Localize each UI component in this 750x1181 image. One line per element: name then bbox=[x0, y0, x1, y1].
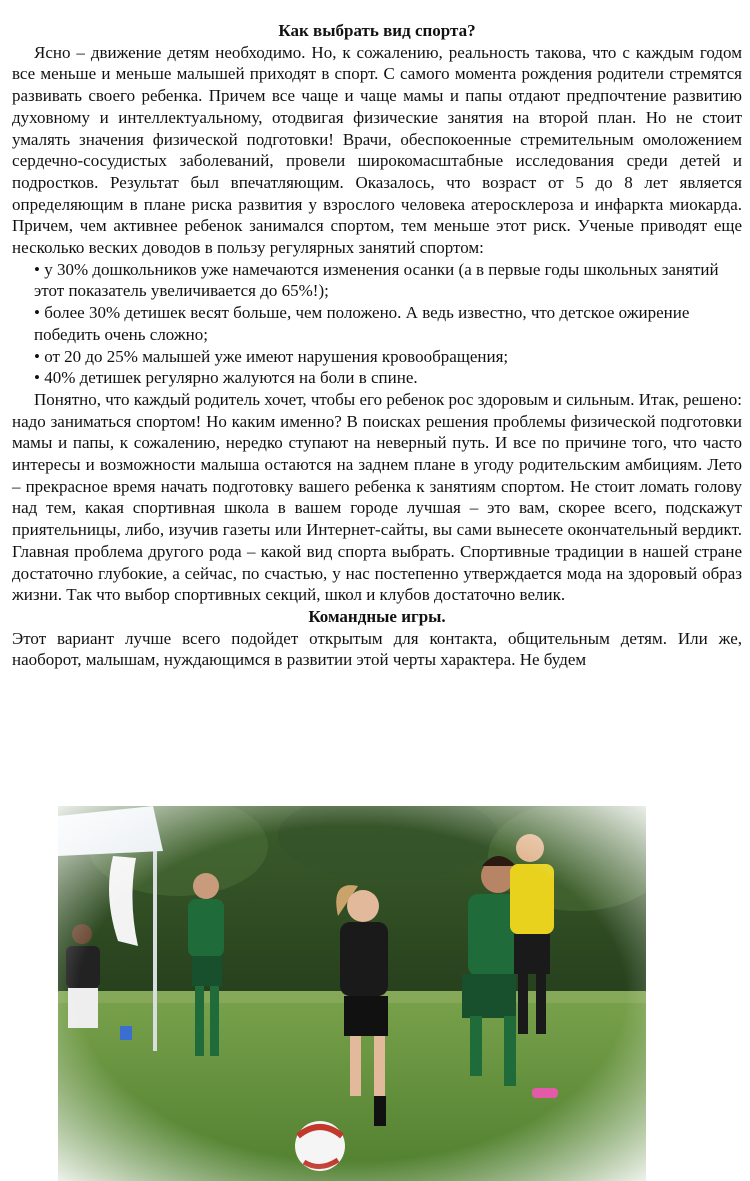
bullet-weight-cont: победить очень сложно; bbox=[34, 324, 208, 344]
intro-paragraph: Ясно – движение детям необходимо. Но, к сожалению, реальность такова, что с каждым годом все меньше и меньше малышей приходят в спорт. С самого момента рождения родители стремятся развивать своего ребенка. Причем все чаще и чаще мамы и папы отдают предпочтение развитию духовному и интеллектуальному, отодвигая физические занятия на второй план. Но не стоит умалять значения физической подготовки! Врачи, обеспокоенные стремительным омоложением сердечно-сосудистых заболеваний, провели широкомасштабные исследования среди детей и подростков. Результат был впечатляющим. Оказалось, что возраст от 5 до 8 лет является определяющим в плане риска развития у взрослого человека атеросклероза и инфаркта миокарда. Причем, чем активнее ребенок занимался спортом, тем меньше этот риск. Ученые приводят еще несколько веских доводов в пользу регулярных занятий спортом: bbox=[12, 42, 742, 258]
soccer-photo-illustration bbox=[58, 806, 646, 1181]
article-body bbox=[12, 0, 742, 671]
soccer-photo-frame bbox=[58, 806, 646, 1181]
second-paragraph: Понятно, что каждый родитель хочет, чтобы его ребенок рос здоровым и сильным. Итак, решено: надо заниматься спортом! Но каким именно? В поисках решения проблемы физической подготовки мамы и папы, к сожалению, нередко ступают на неверный путь. И все по причине того, что часто интересы и возможности малыша остаются на заднем плане в угоду родительским амбициям. Лето – прекрасное время начать подготовку вашего ребенка к занятиям спортом. Не стоит ломать голову над тем, какая спортивная школа в вашем городе лучшая – это вам, скорее всего, подскажут приятельницы, либо, изучив газеты или Интернет-сайты, вы сами вынесете окончательный вердикт. Главная проблема другого рода – какой вид спорта выбрать. Спортивные традиции в нашей стране достаточно глубокие, а сейчас, по счастью, у нас постепенно утверждается мода на здоровый образ жизни. Так что выбор спортивных секций, школ и клубов достаточно велик. bbox=[12, 389, 742, 605]
section-title: Командные игры. bbox=[308, 606, 446, 626]
bullet-weight: • более 30% детишек весят больше, чем положено. А ведь известно, что детское ожирение bbox=[34, 303, 690, 323]
bullet-posture-cont: этот показатель увеличивается до 65%!); bbox=[34, 281, 329, 301]
section-paragraph: Этот вариант лучше всего подойдет открытым для контакта, общительным детям. Или же, наоборот, малышам, нуждающимся в развитии этой черты характера. Не будем bbox=[12, 628, 742, 670]
bullet-back-pain: • 40% детишек регулярно жалуются на боли в спине. bbox=[34, 368, 418, 388]
bullet-posture: • у 30% дошкольников уже намечаются изменения осанки (а в первые годы школьных занятий bbox=[34, 259, 719, 279]
article-title: Как выбрать вид спорта? bbox=[278, 21, 476, 40]
soccer-ball bbox=[295, 1121, 345, 1171]
soccer-photo bbox=[58, 806, 646, 1181]
bullet-circulation: • от 20 до 25% малышей уже имеют нарушения кровообращения; bbox=[34, 346, 509, 366]
